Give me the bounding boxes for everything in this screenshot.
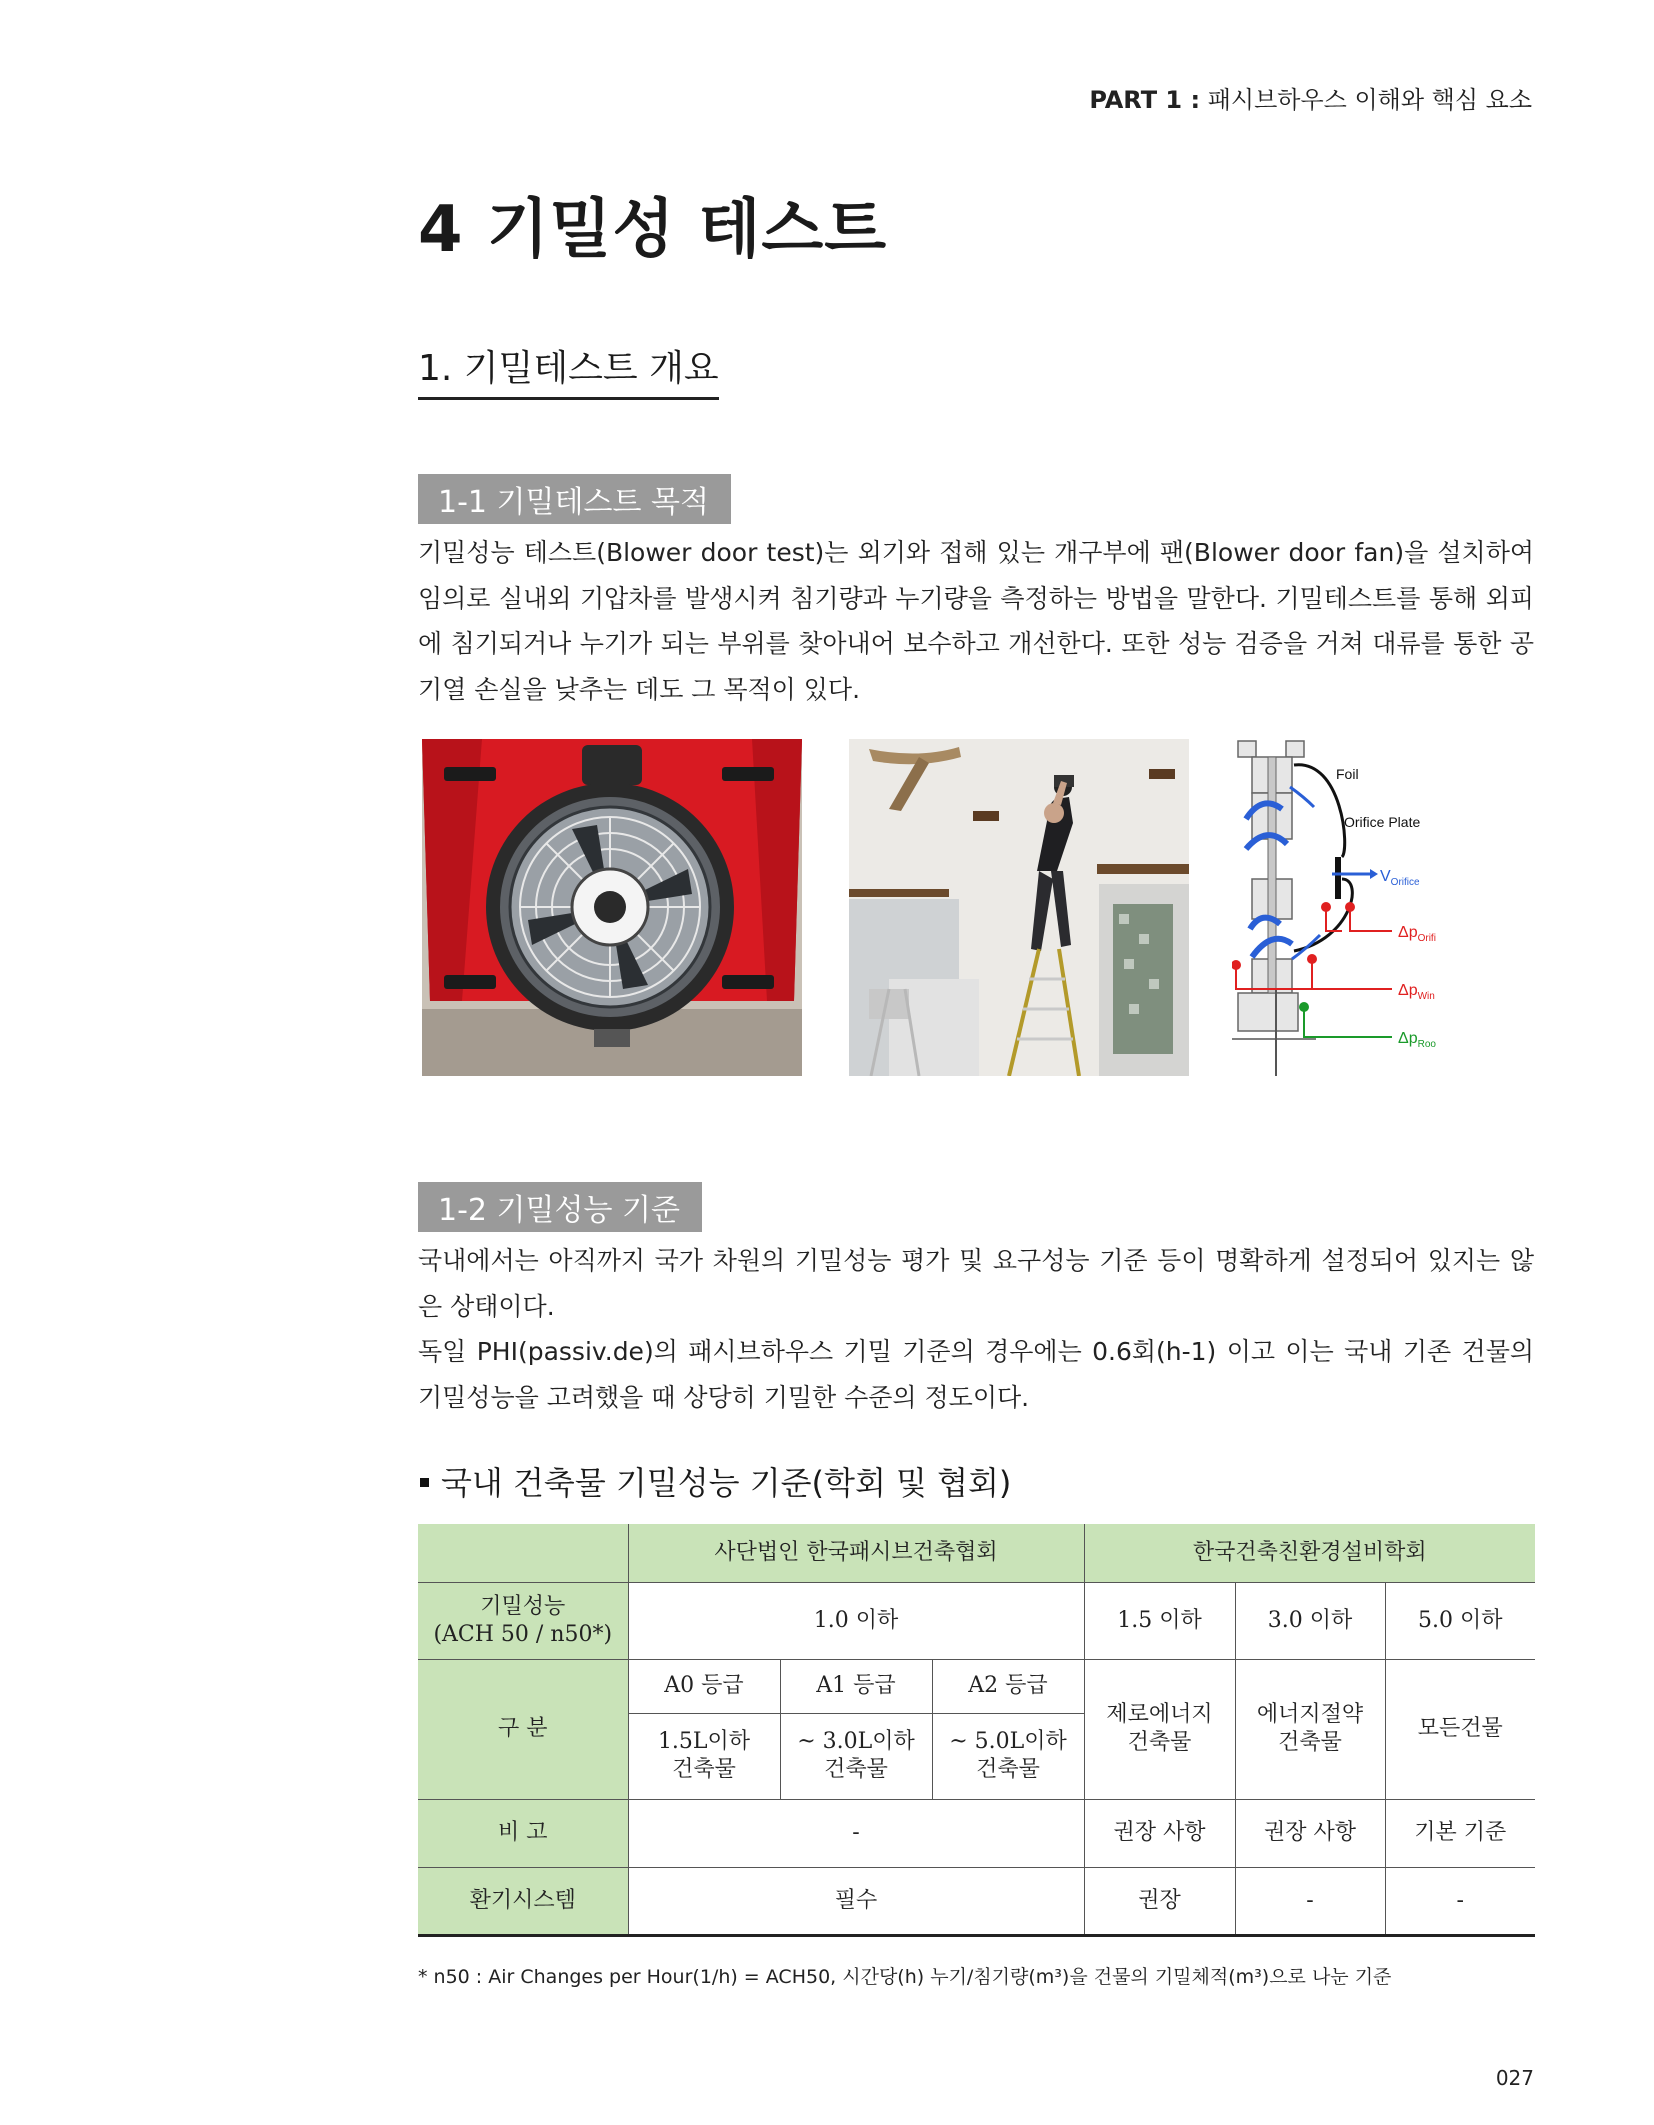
cell-b1-category: 제로에너지 건축물 [1084, 1659, 1235, 1799]
cell-a2-desc: ~ 5.0L이하 건축물 [932, 1713, 1084, 1799]
cell-vent-a: 필수 [628, 1867, 1084, 1935]
table-title [420, 1458, 1011, 1504]
technician-illustration [849, 739, 1189, 1076]
cell-b3-category: 모든건물 [1385, 1659, 1535, 1799]
cell-grade-a0: A0 등급 [628, 1659, 780, 1713]
blower-door-illustration [422, 739, 802, 1076]
cell-org-a-value: 1.0 이하 [628, 1582, 1084, 1659]
table-row-grades [418, 1659, 1535, 1713]
chapter-title: 4 기밀성 테스트 [418, 193, 888, 267]
v-orifice-label: $V_{Orifice}$ [1380, 868, 1420, 888]
table-header-row [418, 1524, 1535, 1582]
cell-vent-b3: - [1385, 1867, 1535, 1935]
table-row-remarks [418, 1799, 1535, 1867]
dp-orifice-label: $\Delta p_{Orifi}$ [1398, 924, 1436, 944]
table-title-text: 국내 건축물 기밀성능 기준(학회 및 협회) [441, 1464, 1012, 1502]
cell-remarks-b2: 권장 사항 [1235, 1799, 1385, 1867]
technician-photo [849, 739, 1189, 1076]
header-org-b: 한국건축친환경설비학회 [1084, 1524, 1535, 1582]
airtightness-standards-table [418, 1524, 1535, 1937]
paragraph-purpose: 기밀성능 테스트(Blower door test)는 외기와 접해 있는 개구부에 팬(Blower door fan)을 설치하여 임의로 실내외 기압차를 발생시켜 침기량과 누기량을 측정하는 방법을 말한다. 기밀테스트를 통해 외피에 침기되거나 누기가 되는 부위를 찾아내어 보수하고 개선한다. 또한 성능 검증을 거쳐 대류를 통한 공기열 손실을 낮추는 데도 그 목적이 있다. [418, 538, 1534, 704]
cell-b3-value: 5.0 이하 [1385, 1582, 1535, 1659]
header-empty-cell [418, 1524, 628, 1582]
cell-remarks-b3: 기본 기준 [1385, 1799, 1535, 1867]
cell-vent-b1: 권장 [1084, 1867, 1235, 1935]
paragraph-standard [418, 1238, 1534, 1420]
running-header [1089, 80, 1532, 115]
header-org-a: 사단법인 한국패시브건축협회 [628, 1524, 1084, 1582]
subsection-label-1-2: 1-2 기밀성능 기준 [418, 1182, 702, 1232]
cell-remarks-a: - [628, 1799, 1084, 1867]
cell-vent-b2: - [1235, 1867, 1385, 1935]
page-number: 027 [1495, 2066, 1534, 2090]
cell-a0-desc: 1.5L이하 건축물 [628, 1713, 780, 1799]
orifice-plate-label: Orifice Plate [1344, 814, 1421, 830]
table-row-airtightness [418, 1582, 1535, 1659]
row-label-ventilation: 환기시스템 [418, 1867, 628, 1935]
part-title: 패시브하우스 이해와 핵심 요소 [1207, 86, 1532, 114]
cell-b2-value: 3.0 이하 [1235, 1582, 1385, 1659]
table-row-ventilation [418, 1867, 1535, 1935]
dp-window-label: $\Delta p_{Win}$ [1398, 982, 1435, 1002]
square-bullet-icon [420, 1478, 429, 1487]
paragraph-standard-1: 국내에서는 아직까지 국가 차원의 기밀성능 평가 및 요구성능 기준 등이 명확하게 설정되어 있지는 않은 상태이다. [418, 1246, 1534, 1321]
blower-door-photo [422, 739, 802, 1076]
cell-remarks-b1: 권장 사항 [1084, 1799, 1235, 1867]
part-label: PART 1 : [1089, 86, 1201, 114]
foil-label: Foil [1336, 766, 1359, 782]
orifice-diagram-svg [1232, 739, 1498, 1076]
row-label-category: 구 분 [418, 1659, 628, 1799]
dp-room-label: $\Delta p_{Roo}$ [1398, 1030, 1436, 1050]
cell-b2-category: 에너지절약 건축물 [1235, 1659, 1385, 1799]
orifice-diagram [1232, 739, 1498, 1076]
cell-grade-a1: A1 등급 [780, 1659, 932, 1713]
section-title: 1. 기밀테스트 개요 [418, 340, 719, 400]
table-footnote: * n50 : Air Changes per Hour(1/h) = ACH50, 시간당(h) 누기/침기량(m³)을 건물의 기밀체적(m³)으로 나눈 기준 [418, 1966, 1392, 1988]
cell-b1-value: 1.5 이하 [1084, 1582, 1235, 1659]
row-label-remarks: 비 고 [418, 1799, 628, 1867]
cell-a1-desc: ~ 3.0L이하 건축물 [780, 1713, 932, 1799]
row-label-airtightness: 기밀성능 (ACH 50 / n50*) [418, 1582, 628, 1659]
paragraph-standard-2: 독일 PHI(passiv.de)의 패시브하우스 기밀 기준의 경우에는 0.6회(h-1) 이고 이는 국내 기존 건물의 기밀성능을 고려했을 때 상당히 기밀한 수준의 정도이다. [418, 1337, 1534, 1412]
cell-grade-a2: A2 등급 [932, 1659, 1084, 1713]
subsection-label-1-1: 1-1 기밀테스트 목적 [418, 474, 731, 524]
